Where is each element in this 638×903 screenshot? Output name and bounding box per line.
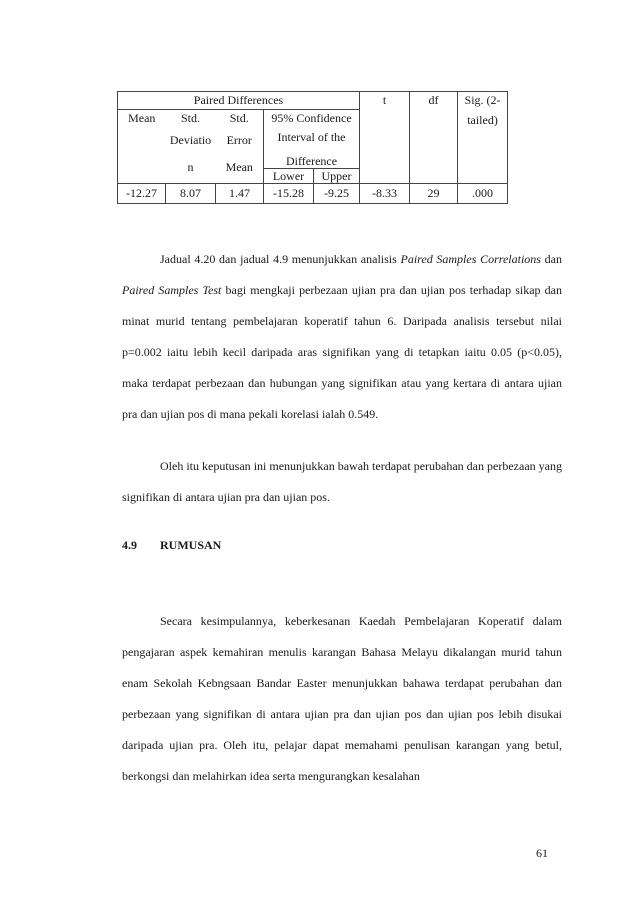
paired-samples-test-table bbox=[117, 91, 508, 204]
df-header: df bbox=[410, 92, 458, 184]
paragraph-summary: Secara kesimpulannya, keberkesanan Kaedah Pembelajaran Koperatif dalam pengajaran aspek kemahiran menulis karangan Bahasa Melayu dikalangan murid tahun enam Sekolah Kebngsaan Bandar Easter menunjukkan bahawa terdapat perubahan dan perbezaan yang signifikan di antara ujian pra dan ujian pos dan ujian pos lebih disukai daripada ujian pra. Oleh itu, pelajar dapat memahami penulisan karangan yang betul, berkongsi dan melahirkan idea serta mengurangkan kesalahan bbox=[122, 614, 562, 783]
std-error-line1: Std. bbox=[229, 111, 249, 125]
std-deviation-line2: Deviatio bbox=[169, 133, 212, 147]
upper-header: Upper bbox=[314, 169, 360, 184]
confidence-interval-header bbox=[264, 110, 360, 169]
section-title: RUMUSAN bbox=[160, 538, 222, 552]
paragraph-analysis-text-3: bagi mengkaji perbezaan ujian pra dan ujian pos terhadap sikap dan minat murid tentang pembelajaran koperatif tahun 6. Daripada analisis tersebut nilai p=0.002 iaitu lebih kecil daripada aras signifikan yang di tetapkan iaitu 0.05 (p<0.05), maka terdapat perbezaan dan hubungan yang signifikan atau yang kertara di antara ujian pra dan ujian pos di mana pekali korelasi ialah 0.549. bbox=[122, 283, 562, 421]
paragraph-conclusion: Oleh itu keputusan ini menunjukkan bawah terdapat perubahan dan perbezaan yang signifikan di antara ujian pra dan ujian pos. bbox=[122, 459, 562, 504]
sig-value: .000 bbox=[458, 184, 508, 204]
ci-line2: Interval of the bbox=[277, 130, 346, 144]
paragraph-analysis-text-1: Jadual 4.20 dan jadual 4.9 menunjukkan analisis bbox=[160, 252, 401, 266]
ci-line3: Difference bbox=[285, 154, 338, 168]
lower-header: Lower bbox=[264, 169, 314, 184]
std-error-header bbox=[216, 110, 264, 184]
paired-samples-test-term: Paired Samples Test bbox=[122, 283, 222, 297]
std-error-line3: Mean bbox=[225, 160, 253, 174]
sig-header-line1: Sig. (2- bbox=[464, 93, 501, 107]
lower-value: -15.28 bbox=[264, 184, 314, 204]
paragraph-analysis bbox=[122, 244, 562, 430]
table-row bbox=[118, 184, 508, 204]
sig-header bbox=[458, 92, 508, 184]
mean-value: -12.27 bbox=[118, 184, 166, 204]
page-number: 61 bbox=[536, 846, 548, 860]
std-error-value: 1.47 bbox=[216, 184, 264, 204]
std-deviation-header bbox=[166, 110, 216, 184]
paired-samples-correlations-term: Paired Samples Correlations bbox=[400, 252, 541, 266]
paragraph-analysis-text-2: dan bbox=[540, 252, 563, 266]
ci-line1: 95% Confidence bbox=[271, 111, 352, 125]
std-deviation-value: 8.07 bbox=[166, 184, 216, 204]
t-header: t bbox=[360, 92, 410, 184]
sig-header-line2: tailed) bbox=[467, 113, 498, 127]
upper-value: -9.25 bbox=[314, 184, 360, 204]
std-deviation-line3: n bbox=[187, 160, 194, 174]
paired-differences-header: Paired Differences bbox=[118, 92, 360, 110]
section-number: 4.9 bbox=[122, 538, 137, 552]
mean-header: Mean bbox=[118, 110, 166, 184]
df-value: 29 bbox=[410, 184, 458, 204]
std-error-line2: Error bbox=[226, 133, 252, 147]
std-deviation-line1: Std. bbox=[180, 111, 200, 125]
t-value: -8.33 bbox=[360, 184, 410, 204]
section-heading bbox=[122, 538, 221, 553]
